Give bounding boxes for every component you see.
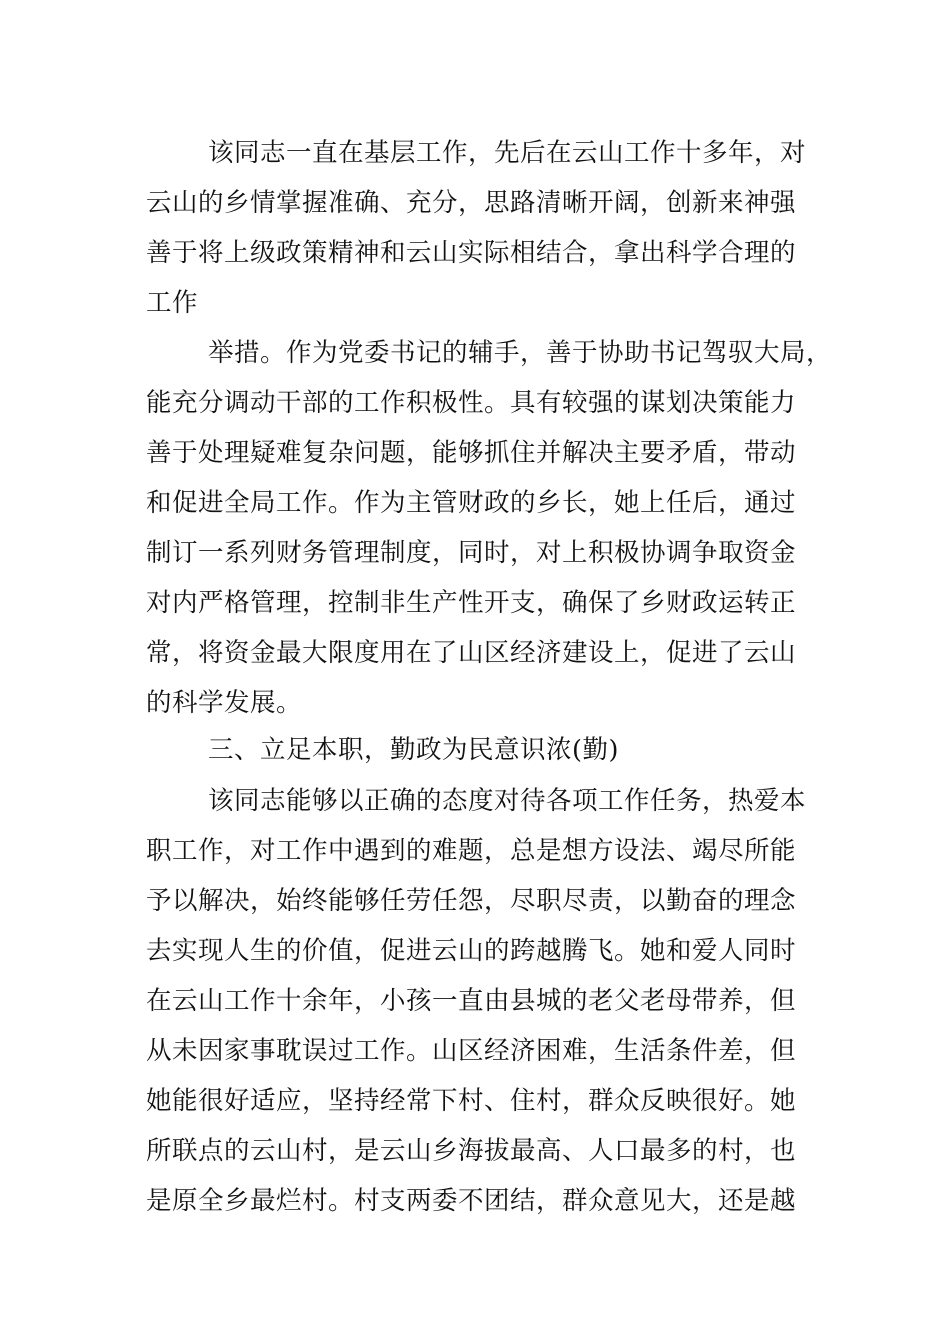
text-line: 对内严格管理，控制非生产性开支，确保了乡财政运转正: [146, 588, 797, 618]
text-line: 所联点的云山村，是云山乡海拔最高、人口最多的村，也: [146, 1136, 797, 1166]
text-line: 常，将资金最大限度用在了山区经济建设上，促进了云山: [146, 638, 797, 668]
text-line: 云山的乡情掌握准确、充分，思路清晰开阔，创新来神强: [146, 188, 797, 218]
text-line: 制订一系列财务管理制度，同时，对上积极协调争取资金: [146, 538, 797, 568]
text-line: 该同志能够以正确的态度对待各项工作任务，热爱本: [208, 786, 807, 816]
text-line: 和促进全局工作。作为主管财政的乡长，她上任后，通过: [146, 488, 797, 518]
section-heading: 三、立足本职，勤政为民意识浓(勤): [208, 735, 619, 765]
text-line: 职工作，对工作中遇到的难题，总是想方设法、竭尽所能: [146, 836, 797, 866]
text-line: 工作: [146, 288, 199, 318]
text-line: 善于处理疑难复杂问题，能够抓住并解决主要矛盾，带动: [146, 438, 797, 468]
text-line: 善于将上级政策精神和云山实际相结合，拿出科学合理的: [146, 238, 797, 268]
text-line: 在云山工作十余年，小孩一直由县城的老父老母带养，但: [146, 986, 797, 1016]
text-line: 予以解决，始终能够任劳任怨，尽职尽责，以勤奋的理念: [146, 886, 797, 916]
text-line: 从未因家事耽误过工作。山区经济困难，生活条件差，但: [146, 1036, 797, 1066]
text-line: 的科学发展。: [146, 688, 303, 718]
text-line: 该同志一直在基层工作，先后在云山工作十多年，对: [208, 138, 807, 168]
text-line: 她能很好适应，坚持经常下村、住村，群众反映很好。她: [146, 1086, 797, 1116]
text-line: 能充分调动干部的工作积极性。具有较强的谋划决策能力: [146, 388, 797, 418]
text-line: 是原全乡最烂村。村支两委不团结，群众意见大，还是越: [146, 1186, 797, 1216]
text-line: 去实现人生的价值，促进云山的跨越腾飞。她和爱人同时: [146, 936, 797, 966]
text-line: 举措。作为党委书记的辅手，善于协助书记驾驭大局，: [208, 338, 833, 368]
